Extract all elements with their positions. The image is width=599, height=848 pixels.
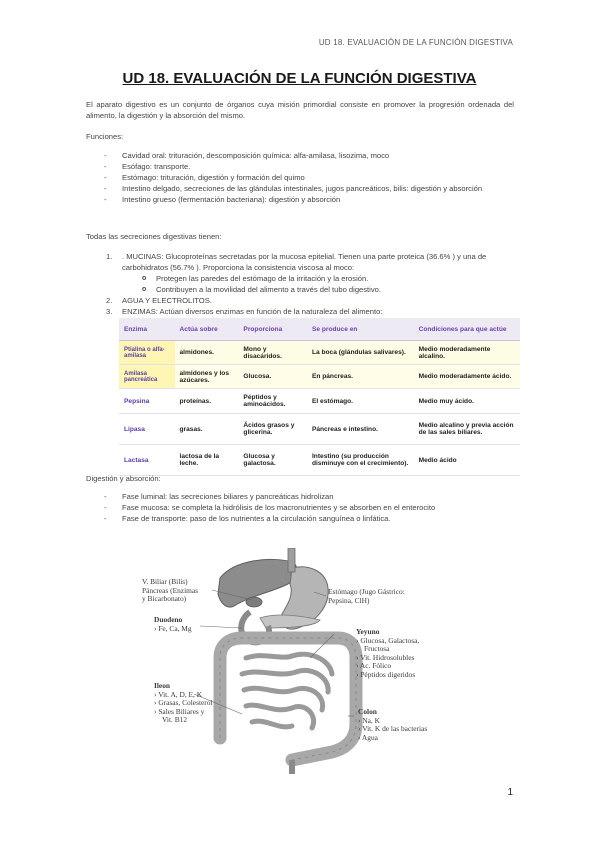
table-header-cell: Condiciones para que actúe <box>414 318 520 341</box>
table-cell: Páncreas e intestino. <box>307 414 414 445</box>
label-duodeno: Duodeno › Fe, Ca, Mg <box>154 615 192 633</box>
table-cell: El estómago. <box>307 389 414 414</box>
table-header-cell: Proporciona <box>238 318 307 341</box>
digestion-list <box>86 491 516 524</box>
table-cell: Glucosa y galactosa. <box>238 445 307 476</box>
digestive-system-figure <box>142 548 442 776</box>
table-row <box>119 365 520 389</box>
table-cell: Mono y disacáridos. <box>238 341 307 365</box>
table-cell: proteínas. <box>175 389 239 414</box>
secretion-sublist <box>122 273 516 295</box>
function-item: - Cavidad oral: trituración, descomposición química: alfa-amilasa, lisozima, moco <box>86 150 516 161</box>
label-ileon: Ileon › Vit. A, D, E, K › Grasas, Colesterol › Sales Biliares y Vit. B12 <box>154 681 213 725</box>
enzyme-name-cell: Amilasa pancreática <box>119 365 175 389</box>
table-row <box>119 341 520 365</box>
functions-list <box>86 150 516 205</box>
table-cell: grasas. <box>175 414 239 445</box>
table-header-cell: Actúa sobre <box>175 318 239 341</box>
intro-paragraph: El aparato digestivo es un conjunto de órganos cuya misión primordial consiste en promover la progresión ordenada del alimento, la digestión y la absorción del mismo. <box>86 100 514 120</box>
page-number: 1 <box>507 787 513 798</box>
secretion-item <box>86 306 516 317</box>
table-cell: almidones. <box>175 341 239 365</box>
table-row <box>119 445 520 476</box>
enzyme-name-cell: Ptialina o alfa-amilasa <box>119 341 175 365</box>
table-cell: Medio alcalino y previa acción de las sales biliares. <box>414 414 520 445</box>
digestion-item: - Fase luminal: las secreciones biliares y pancreáticas hidrolizan <box>86 491 516 502</box>
table-cell: Medio ácido <box>414 445 520 476</box>
enzyme-name-cell: Lactasa <box>119 445 175 476</box>
table-header-cell: Se produce en <box>307 318 414 341</box>
table-cell: Medio moderadamente alcalino. <box>414 341 520 365</box>
table-cell: Ácidos grasos y glicerina. <box>238 414 307 445</box>
running-header: UD 18. EVALUACIÓN DE LA FUNCIÓN DIGESTIVA <box>318 38 513 47</box>
table-cell: La boca (glándulas salivares). <box>307 341 414 365</box>
secretions-list <box>86 251 516 317</box>
table-cell: almidones y los azúcares. <box>175 365 239 389</box>
function-item: - Esófago: transporte. <box>86 161 516 172</box>
secretion-item <box>86 251 516 295</box>
table-cell: Medio muy ácido. <box>414 389 520 414</box>
secretion-number: 1. <box>106 252 113 261</box>
secretions-label: Todas las secreciones digestivas tienen: <box>86 232 222 241</box>
digestion-label: Digestión y absorción: <box>86 474 161 483</box>
enzymes-table <box>119 318 520 476</box>
table-cell: Péptidos y aminoácidos. <box>238 389 307 414</box>
function-item: - Intestino grueso (fermentación bacteriana): digestión y absorción <box>86 194 516 205</box>
enzyme-name-cell: Lipasa <box>119 414 175 445</box>
functions-label: Funciones: <box>86 132 124 141</box>
secretion-item <box>86 295 516 306</box>
table-cell: Glucosa. <box>238 365 307 389</box>
label-biliar: V. Biliar (Bilis) Páncreas (Enzimas y Bicarbonato) <box>142 577 199 604</box>
table-row <box>119 414 520 445</box>
secretion-subitem: o Protegen las paredes del estómago de la irritación y la erosión. <box>122 273 516 284</box>
table-cell: lactosa de la leche. <box>175 445 239 476</box>
function-item: - Estómago: trituración, digestión y formación del quimo <box>86 172 516 183</box>
secretion-subitem: o Contribuyen a la movilidad del alimento a través del tubo digestivo. <box>122 284 516 295</box>
table-cell: Medio moderadamente ácido. <box>414 365 520 389</box>
function-item: - Intestino delgado, secreciones de las glándulas intestinales, jugos pancreáticos, bilis: digestión y absorción <box>86 183 516 194</box>
secretion-text: ENZIMAS: Actúan diversos enzimas en función de la naturaleza del alimento: <box>122 307 383 316</box>
table-cell: Intestino (su producción disminuye con el crecimiento). <box>307 445 414 476</box>
label-yeyuno: Yeyuno › Glucosa, Galactosa, Fructosa › Vit. Hidrosolubles › Ac. Fólico › Péptidos digeridos <box>356 627 420 679</box>
table-row <box>119 389 520 414</box>
secretion-number: 3. <box>106 307 113 316</box>
table-header-cell: Enzima <box>119 318 175 341</box>
label-estomago: Estómago (Jugo Gástrico: Pepsina, ClH) <box>328 587 405 605</box>
table-cell: En páncreas. <box>307 365 414 389</box>
table-header-row <box>119 318 520 341</box>
secretion-text: . MUCINAS: Glucoproteínas secretadas por la mucosa epitelial. Tienen una parte proteica (36.6% ) y una de carbohidratos (56.7% ). Proporciona la consistencia viscosa al moco: <box>122 252 487 272</box>
enzyme-name-cell: Pepsina <box>119 389 175 414</box>
page-title: UD 18. EVALUACIÓN DE LA FUNCIÓN DIGESTIVA <box>122 70 477 87</box>
digestion-item: - Fase mucosa: se completa la hidrólisis de los macronutrientes y se absorben en el enterocito <box>86 502 516 513</box>
label-colon: Colon › Na, K › Vit. K de las bacterias › Agua <box>358 707 428 742</box>
secretion-text: AGUA Y ELECTROLITOS. <box>122 296 212 305</box>
digestion-item: - Fase de transporte: paso de los nutrientes a la circulación sanguínea o linfática. <box>86 513 516 524</box>
secretion-number: 2. <box>106 296 113 305</box>
